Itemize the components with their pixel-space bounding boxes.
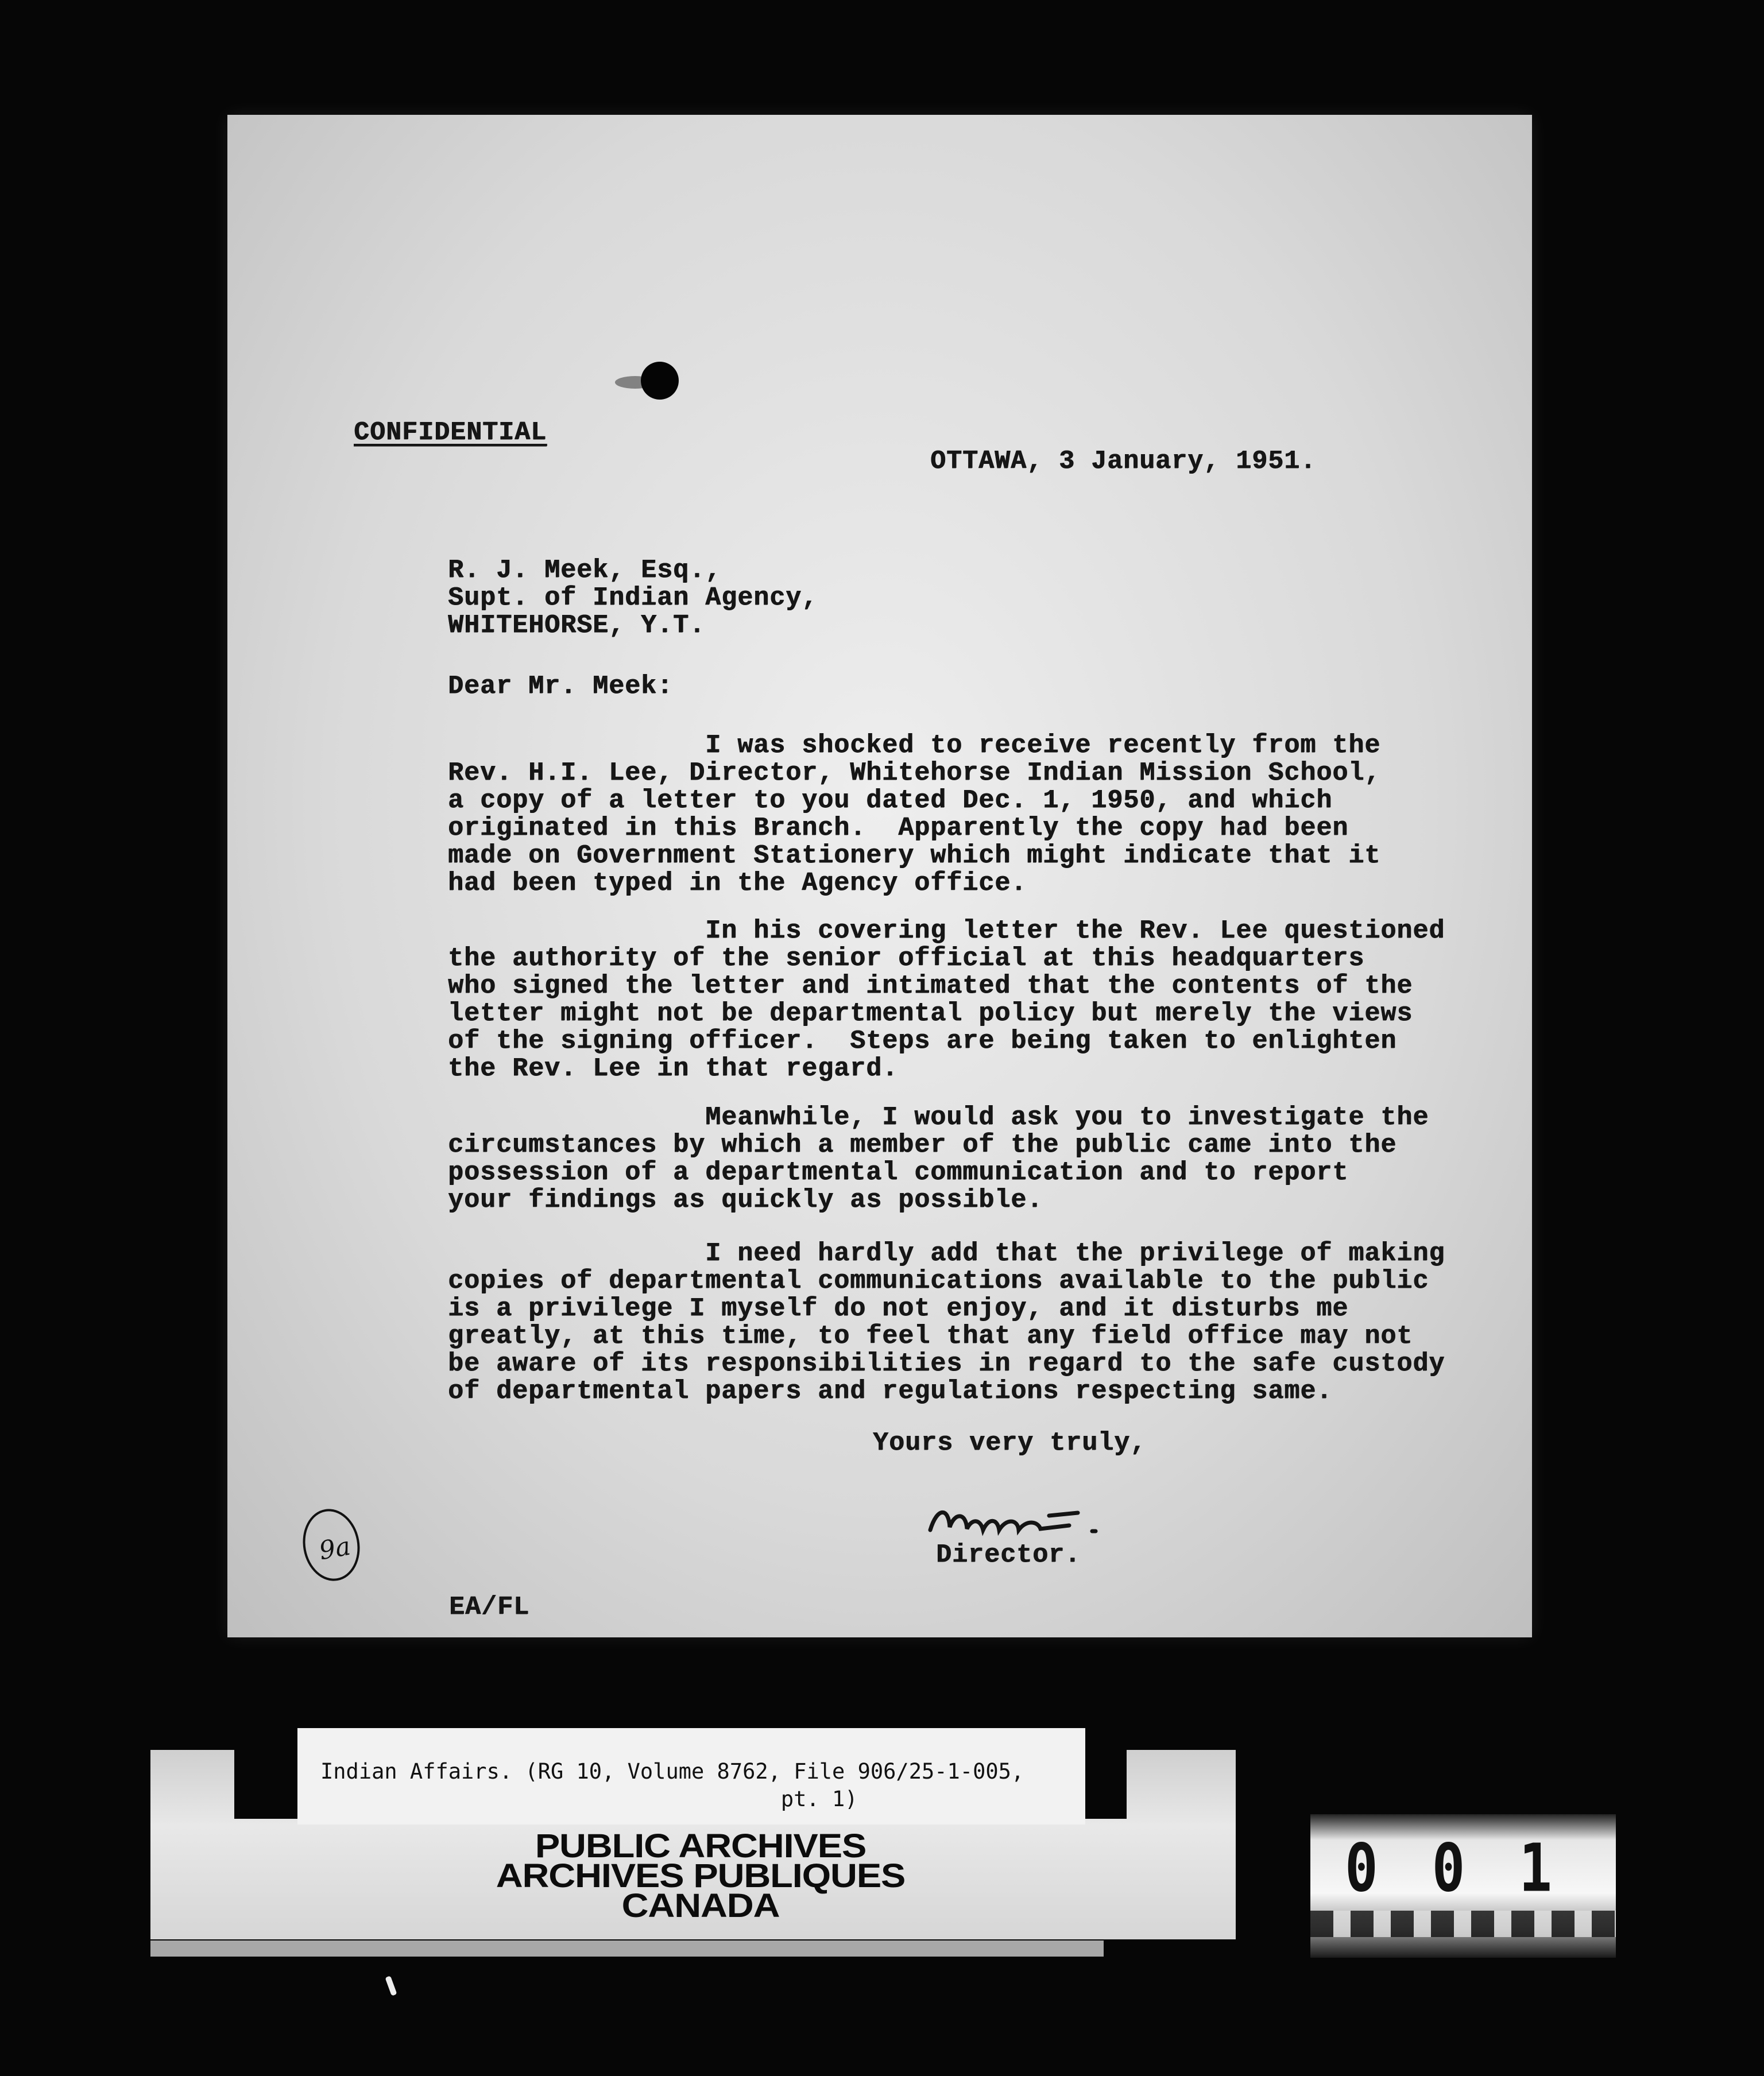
archive-stamp bbox=[0, 1827, 1401, 1924]
paragraph-line: had been typed in the Agency office. bbox=[448, 869, 1027, 898]
film-scratch bbox=[385, 1976, 397, 1996]
paragraph-line: of the signing officer. Steps are being taken to enlighten bbox=[448, 1027, 1397, 1056]
label-edge bbox=[150, 1941, 1104, 1957]
paragraph-line: your findings as quickly as possible. bbox=[448, 1186, 1043, 1215]
paragraph-line: possession of a departmental communication and to report bbox=[448, 1158, 1349, 1187]
paragraph-line: the Rev. Lee in that regard. bbox=[448, 1054, 899, 1083]
complimentary-close: Yours very truly, bbox=[873, 1428, 1147, 1458]
archive-reference-line: pt. 1) bbox=[320, 1787, 858, 1811]
paragraph-line: Rev. H.I. Lee, Director, Whitehorse Indian Mission School, bbox=[448, 758, 1381, 788]
archive-reference-line: Indian Affairs. (RG 10, Volume 8762, File 906/25-1-005, bbox=[320, 1759, 1024, 1784]
paragraph-line: is a privilege I myself do not enjoy, and it disturbs me bbox=[448, 1294, 1349, 1323]
hole-punch bbox=[641, 362, 679, 400]
paragraph-line: made on Government Stationery which might indicate that it bbox=[448, 841, 1381, 870]
paragraph-line: In his covering letter the Rev. Lee questioned bbox=[448, 916, 1445, 946]
paragraph-line: letter might not be departmental policy but merely the views bbox=[448, 999, 1413, 1028]
archive-stamp-line: CANADA bbox=[621, 1887, 780, 1924]
addressee-block bbox=[448, 557, 818, 640]
paragraph-line: copies of departmental communications available to the public bbox=[448, 1266, 1429, 1296]
letter-page bbox=[227, 115, 1532, 1637]
body-paragraph bbox=[448, 732, 1380, 897]
film-sprocket-strip bbox=[1310, 1911, 1616, 1937]
handwritten-note: 9a bbox=[316, 1531, 353, 1566]
reference-initials: EA/FL bbox=[449, 1593, 530, 1622]
archive-file-card bbox=[297, 1728, 1085, 1825]
paragraph-line: originated in this Branch. Apparently the copy had been bbox=[448, 814, 1349, 843]
paragraph-line: greatly, at this time, to feel that any field office may not bbox=[448, 1322, 1413, 1351]
paragraph-line: a copy of a letter to you dated Dec. 1, 1950, and which bbox=[448, 786, 1333, 815]
signature-title: Director. bbox=[936, 1540, 1081, 1570]
classification-heading: CONFIDENTIAL bbox=[354, 418, 547, 447]
label-notch bbox=[234, 1750, 297, 1819]
archive-stamp-line: ARCHIVES PUBLIQUES bbox=[496, 1857, 906, 1895]
paragraph-line: I was shocked to receive recently from the bbox=[448, 731, 1381, 760]
paragraph-line: of departmental papers and regulations respecting same. bbox=[448, 1377, 1333, 1406]
signature bbox=[926, 1496, 1115, 1547]
paragraph-line: Meanwhile, I would ask you to investigate the bbox=[448, 1103, 1429, 1132]
frame-counter-digits: 0 0 1 bbox=[1345, 1829, 1562, 1907]
addressee-line: WHITEHORSE, Y.T. bbox=[448, 611, 706, 640]
date-line: OTTAWA, 3 January, 1951. bbox=[930, 447, 1317, 476]
salutation: Dear Mr. Meek: bbox=[448, 672, 674, 701]
body-paragraph bbox=[448, 1240, 1445, 1405]
paragraph-line: who signed the letter and intimated that the contents of the bbox=[448, 971, 1413, 1001]
paragraph-line: the authority of the senior official at this headquarters bbox=[448, 944, 1365, 973]
addressee-line: R. J. Meek, Esq., bbox=[448, 556, 722, 585]
body-paragraph bbox=[448, 1104, 1429, 1214]
body-paragraph bbox=[448, 917, 1445, 1083]
paragraph-line: circumstances by which a member of the public came into the bbox=[448, 1130, 1397, 1160]
paragraph-line: be aware of its responsibilities in regard to the safe custody bbox=[448, 1349, 1445, 1378]
archive-reference bbox=[320, 1758, 1024, 1813]
frame-counter bbox=[1310, 1814, 1616, 1958]
paragraph-line: I need hardly add that the privilege of making bbox=[448, 1239, 1445, 1268]
addressee-line: Supt. of Indian Agency, bbox=[448, 583, 818, 613]
archive-stamp-line: PUBLIC ARCHIVES bbox=[535, 1827, 866, 1865]
label-notch bbox=[1085, 1750, 1127, 1819]
